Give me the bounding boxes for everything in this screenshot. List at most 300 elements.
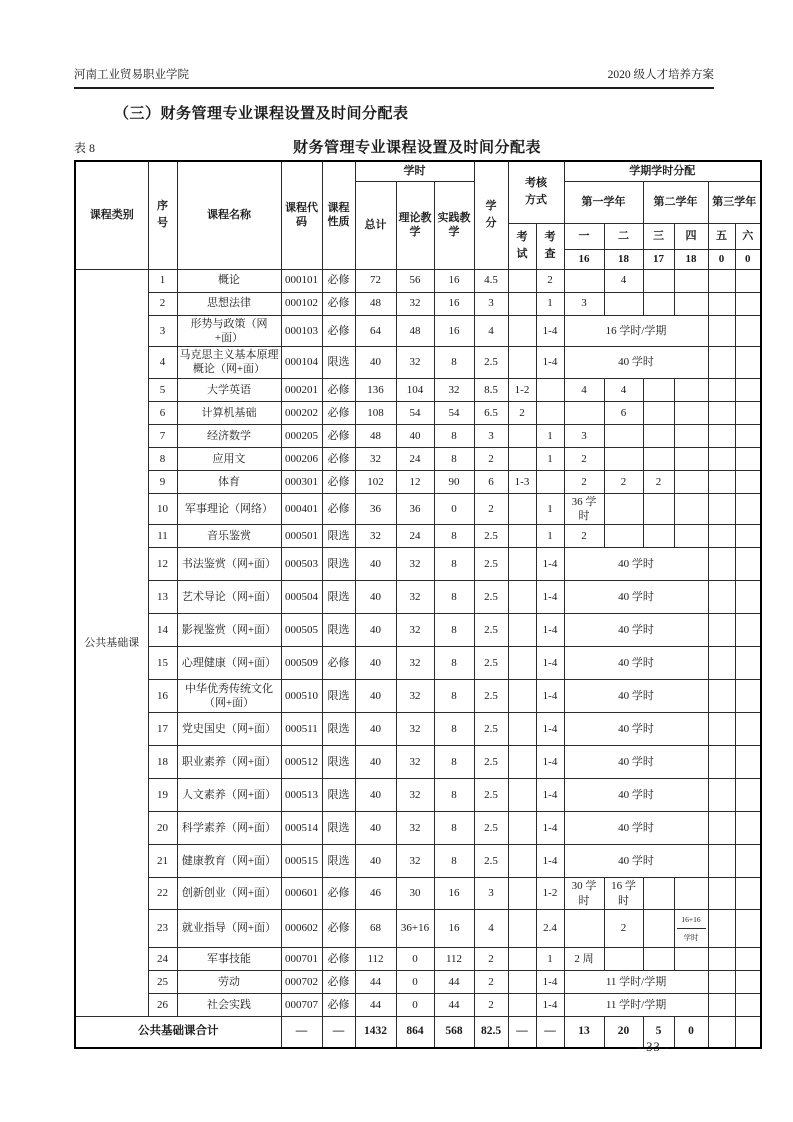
sem-cell xyxy=(735,947,761,970)
sem-cell: 2 xyxy=(564,447,604,470)
header-no-label: 序号 xyxy=(156,200,168,230)
sem-cell xyxy=(708,746,735,779)
credit: 2.5 xyxy=(474,614,508,647)
hours-total: 48 xyxy=(355,292,396,315)
sem-cell xyxy=(674,269,708,292)
course-name: 音乐鉴赏 xyxy=(177,525,281,548)
hours-practice: 8 xyxy=(434,525,474,548)
course-row xyxy=(75,993,761,1016)
check-sem: 1-2 xyxy=(536,878,564,910)
sem-cell xyxy=(604,292,643,315)
row-no: 12 xyxy=(148,548,177,581)
course-nature: 限选 xyxy=(322,812,355,845)
hours-total: 108 xyxy=(355,401,396,424)
check-sem: 1-4 xyxy=(536,548,564,581)
sem-cell xyxy=(604,424,643,447)
course-name: 形势与政策（网+面） xyxy=(177,315,281,347)
header-name: 课程名称 xyxy=(177,161,281,269)
course-row xyxy=(75,581,761,614)
header-check xyxy=(536,223,564,269)
sem-cell xyxy=(708,378,735,401)
sem-cell xyxy=(643,493,674,525)
row-no: 18 xyxy=(148,746,177,779)
exam-sem xyxy=(508,845,536,878)
sem-cell xyxy=(708,493,735,525)
hours-theory: 32 xyxy=(396,292,434,315)
check-sem: 1-4 xyxy=(536,970,564,993)
hours-theory: 32 xyxy=(396,581,434,614)
exam-sem xyxy=(508,525,536,548)
sem-cell xyxy=(643,401,674,424)
sem-cell xyxy=(735,470,761,493)
course-code: 000206 xyxy=(281,447,322,470)
sem-cell xyxy=(674,378,708,401)
credit: 2.5 xyxy=(474,525,508,548)
sem-cell xyxy=(708,647,735,680)
course-row xyxy=(75,680,761,713)
sem-cell xyxy=(735,548,761,581)
total-theory: 864 xyxy=(396,1016,434,1048)
exam-sem xyxy=(508,292,536,315)
sem-cell xyxy=(735,746,761,779)
hours-practice: 8 xyxy=(434,447,474,470)
hours-practice: 32 xyxy=(434,378,474,401)
sem-split-top: 16+16 xyxy=(677,911,706,929)
course-name: 社会实践 xyxy=(177,993,281,1016)
exam-sem xyxy=(508,993,536,1016)
check-sem: 1-4 xyxy=(536,779,564,812)
course-name: 就业指导（网+面） xyxy=(177,909,281,947)
sem-cell: 2 xyxy=(604,470,643,493)
course-nature: 必修 xyxy=(322,378,355,401)
header-hours: 学时 xyxy=(355,161,474,181)
row-no: 14 xyxy=(148,614,177,647)
course-name: 计算机基础 xyxy=(177,401,281,424)
sem-cell xyxy=(708,614,735,647)
hours-theory: 24 xyxy=(396,525,434,548)
sem-cell xyxy=(643,447,674,470)
header-year3: 第三学年 xyxy=(708,181,761,223)
sem-cell: 30 学时 xyxy=(564,878,604,910)
credit: 2.5 xyxy=(474,548,508,581)
hours-theory: 32 xyxy=(396,713,434,746)
course-nature: 必修 xyxy=(322,315,355,347)
credit: 2.5 xyxy=(474,746,508,779)
sem-cell: 40 学时 xyxy=(564,845,708,878)
sem-cell: 11 学时/学期 xyxy=(564,970,708,993)
exam-sem xyxy=(508,746,536,779)
sem-cell xyxy=(735,447,761,470)
hours-total: 72 xyxy=(355,269,396,292)
sem-cell xyxy=(735,269,761,292)
credit: 6.5 xyxy=(474,401,508,424)
sem-cell xyxy=(604,947,643,970)
sem-cell xyxy=(708,970,735,993)
hours-theory: 0 xyxy=(396,947,434,970)
sem-cell xyxy=(735,909,761,947)
sem-cell xyxy=(604,525,643,548)
hours-total: 40 xyxy=(355,581,396,614)
row-no: 7 xyxy=(148,424,177,447)
header-credit xyxy=(474,161,508,269)
total-practice: 568 xyxy=(434,1016,474,1048)
credit: 2.5 xyxy=(474,581,508,614)
total-sem-cell: 0 xyxy=(674,1016,708,1048)
course-row xyxy=(75,779,761,812)
course-name: 心理健康（网+面） xyxy=(177,647,281,680)
course-row xyxy=(75,614,761,647)
total-sem-cell: 5 xyxy=(643,1016,674,1048)
hours-theory: 32 xyxy=(396,548,434,581)
course-code: 000205 xyxy=(281,424,322,447)
hours-practice: 8 xyxy=(434,746,474,779)
sem-cell xyxy=(674,525,708,548)
header-sem-alloc: 学期学时分配 xyxy=(564,161,761,181)
sem-cell xyxy=(564,269,604,292)
header-weeks-2: 18 xyxy=(604,249,643,269)
table-label: 表 8 xyxy=(74,141,96,155)
sem-cell xyxy=(708,845,735,878)
header-sem-6: 六 xyxy=(735,223,761,249)
check-sem: 1-4 xyxy=(536,993,564,1016)
hours-theory: 30 xyxy=(396,878,434,910)
hours-practice: 8 xyxy=(434,424,474,447)
course-row xyxy=(75,347,761,379)
row-no: 13 xyxy=(148,581,177,614)
course-code: 000707 xyxy=(281,993,322,1016)
sem-cell xyxy=(708,525,735,548)
row-no: 6 xyxy=(148,401,177,424)
sem-cell xyxy=(674,447,708,470)
hours-total: 48 xyxy=(355,424,396,447)
hours-practice: 8 xyxy=(434,812,474,845)
check-sem: 1 xyxy=(536,447,564,470)
table-caption xyxy=(74,136,760,156)
course-name: 人文素养（网+面） xyxy=(177,779,281,812)
hours-theory: 0 xyxy=(396,970,434,993)
hours-practice: 16 xyxy=(434,315,474,347)
course-row xyxy=(75,269,761,292)
course-name: 概论 xyxy=(177,269,281,292)
course-name: 中华优秀传统文化（网+面） xyxy=(177,680,281,713)
total-credit: 82.5 xyxy=(474,1016,508,1048)
hours-practice: 8 xyxy=(434,713,474,746)
sem-cell xyxy=(735,525,761,548)
sem-cell: 40 学时 xyxy=(564,647,708,680)
hours-practice: 8 xyxy=(434,347,474,379)
sem-cell: 40 学时 xyxy=(564,548,708,581)
course-name: 军事理论（网络） xyxy=(177,493,281,525)
sem-cell xyxy=(674,424,708,447)
header-weeks-6: 0 xyxy=(735,249,761,269)
header-credit-label: 学分 xyxy=(485,200,497,230)
credit: 3 xyxy=(474,424,508,447)
row-no: 5 xyxy=(148,378,177,401)
course-name: 思想法律 xyxy=(177,292,281,315)
sem-cell xyxy=(708,292,735,315)
course-code: 000601 xyxy=(281,878,322,910)
total-nature: — xyxy=(322,1016,355,1048)
row-no: 2 xyxy=(148,292,177,315)
course-row xyxy=(75,315,761,347)
sem-cell xyxy=(708,713,735,746)
course-code: 000104 xyxy=(281,347,322,379)
sem-cell xyxy=(735,401,761,424)
credit: 4 xyxy=(474,909,508,947)
sem-cell xyxy=(735,292,761,315)
course-code: 000401 xyxy=(281,493,322,525)
check-sem: 1 xyxy=(536,424,564,447)
course-name: 经济数学 xyxy=(177,424,281,447)
course-nature: 必修 xyxy=(322,269,355,292)
sem-cell xyxy=(643,424,674,447)
row-no: 15 xyxy=(148,647,177,680)
course-code: 000103 xyxy=(281,315,322,347)
course-nature: 必修 xyxy=(322,993,355,1016)
sem-cell xyxy=(735,812,761,845)
sem-cell xyxy=(735,993,761,1016)
sem-cell xyxy=(643,269,674,292)
course-nature: 限选 xyxy=(322,779,355,812)
course-nature: 限选 xyxy=(322,347,355,379)
sem-cell xyxy=(564,909,604,947)
row-no: 17 xyxy=(148,713,177,746)
exam-sem xyxy=(508,680,536,713)
course-name: 劳动 xyxy=(177,970,281,993)
sem-cell: 6 xyxy=(604,401,643,424)
hours-theory: 24 xyxy=(396,447,434,470)
sem-cell xyxy=(708,909,735,947)
total-sem-cell: 13 xyxy=(564,1016,604,1048)
header-year1: 第一学年 xyxy=(564,181,643,223)
exam-sem xyxy=(508,779,536,812)
course-code: 000202 xyxy=(281,401,322,424)
credit: 6 xyxy=(474,470,508,493)
header-sem-5: 五 xyxy=(708,223,735,249)
course-nature: 必修 xyxy=(322,447,355,470)
sem-cell xyxy=(708,447,735,470)
check-sem: 1 xyxy=(536,947,564,970)
row-no: 4 xyxy=(148,347,177,379)
sem-cell-split xyxy=(674,909,708,947)
sem-cell: 2 xyxy=(564,470,604,493)
sem-cell xyxy=(735,878,761,910)
course-schedule-table xyxy=(74,160,762,1049)
exam-sem xyxy=(508,347,536,379)
sem-cell xyxy=(604,447,643,470)
hours-practice: 16 xyxy=(434,292,474,315)
course-nature: 必修 xyxy=(322,909,355,947)
total-sem-cell xyxy=(708,1016,735,1048)
sem-cell xyxy=(735,378,761,401)
credit: 3 xyxy=(474,878,508,910)
sem-cell xyxy=(708,581,735,614)
exam-sem xyxy=(508,878,536,910)
course-row xyxy=(75,947,761,970)
course-name: 职业素养（网+面） xyxy=(177,746,281,779)
credit: 4.5 xyxy=(474,269,508,292)
course-name: 书法鉴赏（网+面） xyxy=(177,548,281,581)
credit: 2.5 xyxy=(474,680,508,713)
sem-cell xyxy=(708,812,735,845)
course-row xyxy=(75,746,761,779)
header-category: 课程类别 xyxy=(75,161,148,269)
hours-theory: 32 xyxy=(396,812,434,845)
course-nature: 限选 xyxy=(322,614,355,647)
hours-practice: 44 xyxy=(434,993,474,1016)
sem-cell: 4 xyxy=(604,269,643,292)
course-nature: 必修 xyxy=(322,878,355,910)
hours-theory: 36 xyxy=(396,493,434,525)
sem-cell xyxy=(708,315,735,347)
row-no: 16 xyxy=(148,680,177,713)
sem-cell: 40 学时 xyxy=(564,347,708,379)
total-check: — xyxy=(536,1016,564,1048)
sem-cell: 16 学时 xyxy=(604,878,643,910)
check-sem: 2 xyxy=(536,269,564,292)
hours-practice: 16 xyxy=(434,909,474,947)
course-code: 000201 xyxy=(281,378,322,401)
exam-sem xyxy=(508,548,536,581)
course-row xyxy=(75,401,761,424)
sem-cell xyxy=(735,493,761,525)
sem-split-bottom: 学时 xyxy=(683,932,699,942)
page-number: - 33 - xyxy=(637,1040,671,1054)
credit: 2.5 xyxy=(474,647,508,680)
sem-cell: 40 学时 xyxy=(564,614,708,647)
course-row xyxy=(75,292,761,315)
course-name: 应用文 xyxy=(177,447,281,470)
sem-cell xyxy=(708,548,735,581)
sem-cell xyxy=(643,292,674,315)
course-row xyxy=(75,713,761,746)
sem-cell: 40 学时 xyxy=(564,713,708,746)
sem-cell xyxy=(735,647,761,680)
course-name: 创新创业（网+面） xyxy=(177,878,281,910)
hours-theory: 54 xyxy=(396,401,434,424)
sem-cell xyxy=(643,947,674,970)
hours-practice: 16 xyxy=(434,269,474,292)
credit: 2.5 xyxy=(474,347,508,379)
hours-total: 40 xyxy=(355,812,396,845)
hours-practice: 16 xyxy=(434,878,474,910)
exam-sem xyxy=(508,269,536,292)
course-row xyxy=(75,378,761,401)
hours-theory: 0 xyxy=(396,993,434,1016)
check-sem: 1-4 xyxy=(536,812,564,845)
hours-theory: 32 xyxy=(396,746,434,779)
sem-cell xyxy=(643,525,674,548)
course-row xyxy=(75,647,761,680)
hours-theory: 32 xyxy=(396,614,434,647)
sem-cell xyxy=(708,269,735,292)
sem-cell xyxy=(735,581,761,614)
sem-cell xyxy=(735,315,761,347)
hours-total: 112 xyxy=(355,947,396,970)
course-row xyxy=(75,525,761,548)
course-code: 000510 xyxy=(281,680,322,713)
hours-theory: 40 xyxy=(396,424,434,447)
course-nature: 必修 xyxy=(322,970,355,993)
hours-practice: 0 xyxy=(434,493,474,525)
course-name: 大学英语 xyxy=(177,378,281,401)
header-weeks-5: 0 xyxy=(708,249,735,269)
check-sem xyxy=(536,401,564,424)
hours-total: 40 xyxy=(355,347,396,379)
header-weeks-4: 18 xyxy=(674,249,708,269)
exam-sem xyxy=(508,909,536,947)
sem-cell: 40 学时 xyxy=(564,680,708,713)
category-cell: 公共基础课 xyxy=(75,269,148,1016)
sem-cell: 4 xyxy=(604,378,643,401)
header-sem-4: 四 xyxy=(674,223,708,249)
course-code: 000503 xyxy=(281,548,322,581)
hours-practice: 44 xyxy=(434,970,474,993)
course-code: 000515 xyxy=(281,845,322,878)
course-nature: 必修 xyxy=(322,292,355,315)
course-code: 000702 xyxy=(281,970,322,993)
sem-cell xyxy=(735,713,761,746)
credit: 2 xyxy=(474,970,508,993)
course-nature: 必修 xyxy=(322,424,355,447)
header-theory: 理论教学 xyxy=(396,181,434,269)
hours-theory: 48 xyxy=(396,315,434,347)
sem-cell: 3 xyxy=(564,424,604,447)
header-code: 课程代码 xyxy=(281,161,322,269)
total-sem-cell: 20 xyxy=(604,1016,643,1048)
row-no: 23 xyxy=(148,909,177,947)
course-nature: 限选 xyxy=(322,525,355,548)
hours-total: 40 xyxy=(355,845,396,878)
header-no xyxy=(148,161,177,269)
check-sem: 1 xyxy=(536,525,564,548)
header-nature: 课程性质 xyxy=(322,161,355,269)
sem-cell: 40 学时 xyxy=(564,779,708,812)
course-row xyxy=(75,447,761,470)
credit: 2 xyxy=(474,993,508,1016)
check-sem: 1-4 xyxy=(536,614,564,647)
row-no: 20 xyxy=(148,812,177,845)
course-table-body xyxy=(75,269,761,1048)
sem-cell: 2 xyxy=(604,909,643,947)
row-no: 3 xyxy=(148,315,177,347)
header-exam xyxy=(508,223,536,269)
course-code: 000509 xyxy=(281,647,322,680)
check-sem: 1-4 xyxy=(536,680,564,713)
exam-sem xyxy=(508,447,536,470)
header-assessment-label: 考核方式 xyxy=(525,177,547,207)
sem-cell xyxy=(604,493,643,525)
course-code: 000602 xyxy=(281,909,322,947)
exam-sem xyxy=(508,713,536,746)
sem-cell xyxy=(708,779,735,812)
sem-cell xyxy=(708,878,735,910)
total-label: 公共基础课合计 xyxy=(75,1016,281,1048)
row-no: 26 xyxy=(148,993,177,1016)
table-header xyxy=(75,161,761,269)
total-code: — xyxy=(281,1016,322,1048)
row-no: 11 xyxy=(148,525,177,548)
hours-practice: 8 xyxy=(434,845,474,878)
sem-cell xyxy=(674,401,708,424)
row-no: 24 xyxy=(148,947,177,970)
hours-practice: 8 xyxy=(434,614,474,647)
exam-sem: 1-3 xyxy=(508,470,536,493)
sem-cell xyxy=(708,347,735,379)
course-nature: 必修 xyxy=(322,470,355,493)
exam-sem xyxy=(508,424,536,447)
sem-cell xyxy=(564,401,604,424)
